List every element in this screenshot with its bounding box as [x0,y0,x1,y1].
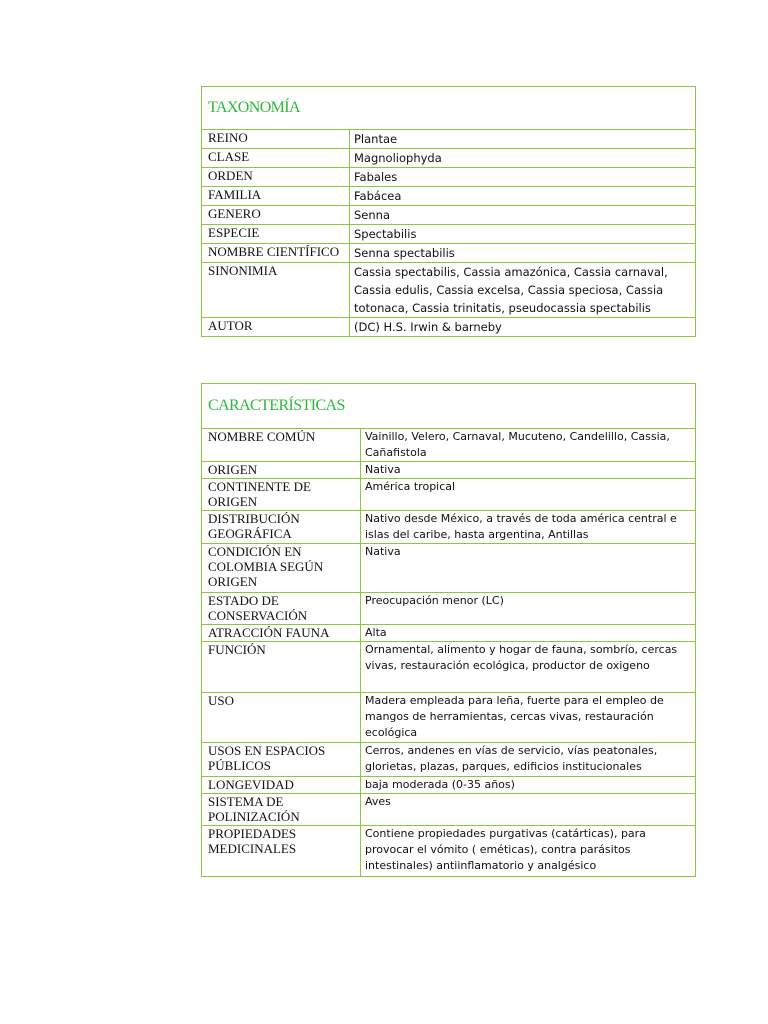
row-value: (DC) H.S. Irwin & barneby [350,318,696,337]
row-label: REINO [202,130,350,149]
row-label: ORIGEN [202,462,361,479]
row-label: SISTEMA DE POLINIZACIÓN [202,794,361,826]
row-label: NOMBRE COMÚN [202,429,361,462]
row-value: Plantae [350,130,696,149]
row-label: DISTRIBUCIÓN GEOGRÁFICA [202,511,361,544]
row-label: PROPIEDADES MEDICINALES [202,826,361,877]
row-label: USO [202,693,361,743]
characteristics-table [201,383,696,877]
row-label: ATRACCIÓN FAUNA [202,625,361,642]
row-value: Vainillo, Velero, Carnaval, Mucuteno, Candelillo, Cassia, Cañafistola [361,429,696,462]
row-value: Nativa [361,462,696,479]
row-value: Senna [350,206,696,225]
row-value: Preocupación menor (LC) [361,593,696,625]
row-label: FAMILIA [202,187,350,206]
row-label: CONDICIÓN EN COLOMBIA SEGÚN ORIGEN [202,544,361,593]
characteristics-title: CARACTERÍSTICAS [202,384,696,429]
row-label: GENERO [202,206,350,225]
row-label: ESPECIE [202,225,350,244]
row-label: LONGEVIDAD [202,777,361,794]
row-value: Fabácea [350,187,696,206]
row-value: Aves [361,794,696,826]
row-value: Alta [361,625,696,642]
row-value: Cerros, andenes en vías de servicio, vías peatonales, glorietas, plazas, parques, edificios institucionales [361,743,696,777]
row-value: Madera empleada para leña, fuerte para el empleo de mangos de herramientas, cercas vivas, restauración ecológica [361,693,696,743]
row-value: Spectabilis [350,225,696,244]
row-value: Contiene propiedades purgativas (catárticas), para provocar el vómito ( eméticas), contra parásitos intestinales) antiinflamatorio y analgésico [361,826,696,877]
row-label: NOMBRE CIENTÍFICO [202,244,350,263]
row-label: CLASE [202,149,350,168]
row-value: Ornamental, alimento y hogar de fauna, sombrío, cercas vivas, restauración ecológica, productor de oxigeno [361,642,696,693]
row-value: Fabales [350,168,696,187]
taxonomy-table [201,86,696,337]
row-label: AUTOR [202,318,350,337]
row-label: USOS EN ESPACIOS PÚBLICOS [202,743,361,777]
row-label: ORDEN [202,168,350,187]
taxonomy-title: TAXONOMÍA [202,87,696,130]
row-label: FUNCIÓN [202,642,361,693]
row-value: América tropical [361,479,696,511]
row-value: Magnoliophyda [350,149,696,168]
row-value: Senna spectabilis [350,244,696,263]
row-value: baja moderada (0-35 años) [361,777,696,794]
row-label: ESTADO DE CONSERVACIÓN [202,593,361,625]
row-value: Cassia spectabilis, Cassia amazónica, Cassia carnaval, Cassia edulis, Cassia excelsa, Cassia speciosa, Cassia totonaca, Cassia trinitatis, pseudocassia spectabilis [350,263,696,318]
row-value: Nativa [361,544,696,593]
row-value: Nativo desde México, a través de toda américa central e islas del caribe, hasta argentina, Antillas [361,511,696,544]
row-label: CONTINENTE DE ORIGEN [202,479,361,511]
row-label: SINONIMIA [202,263,350,318]
